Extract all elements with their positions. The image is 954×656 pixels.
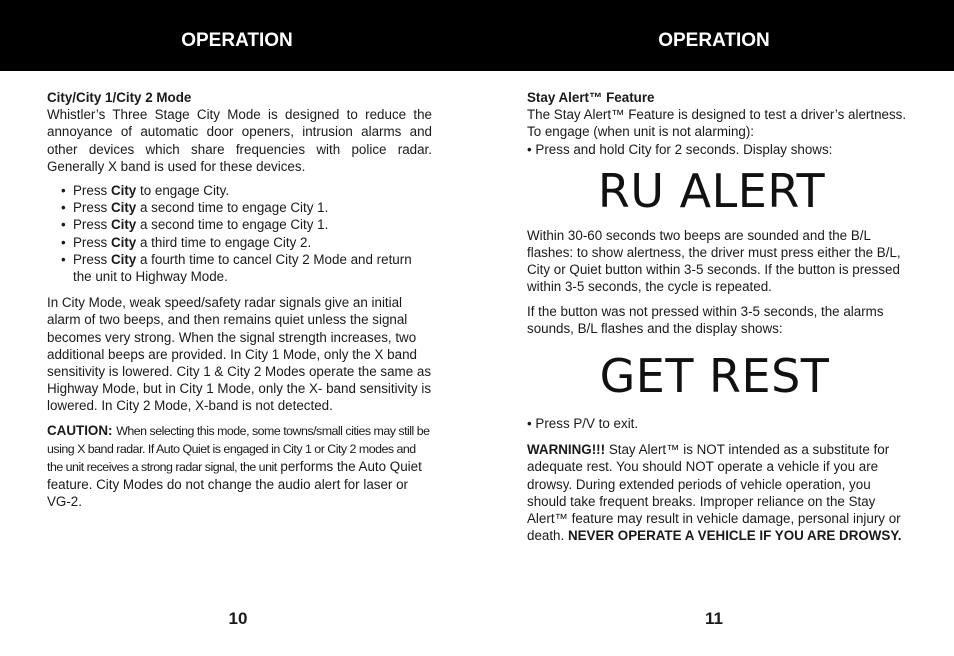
stay-alert-description: Within 30-60 seconds two beeps are sounded and the B/L flashes: to show alertness, the driver must press either the B/L, City or Quiet button within 3-5 seconds. If the button is pressed within 3-5 seconds, the cycle is repeated. [527,227,901,295]
display-get-rest: GET REST [599,349,830,404]
city-mode-steps [61,182,432,285]
left-header-title: OPERATION [181,30,293,51]
page-number-right: 11 [705,609,723,628]
page-number-left: 10 [228,609,248,628]
stay-alert-heading: Stay Alert™ Feature [527,90,655,105]
caution-text: performs the Auto Quiet feature. City Modes do not change the audio alert for laser or VG-2. [47,459,422,510]
caution-note [47,422,432,511]
stay-alert-failure: If the button was not pressed within 3-5 seconds, the alarms sounds, B/L flashes and the display shows: [527,303,884,336]
list-item: • Press City a fourth time to cancel City 2 Mode and return the unit to Highway Mode. [61,251,432,285]
city-mode-intro: Whistler’s Three Stage City Mode is designed to reduce the annoyance of automatic door openers, intrusion alarms and other devices which share frequencies with police radar. Generally X band is used for these devices. [47,107,432,174]
header-bar [0,0,954,71]
city-mode-heading: City/City 1/City 2 Mode [47,90,192,105]
list-item: • Press City a second time to engage City 1. [61,199,432,216]
city-mode-description: In City Mode, weak speed/safety radar signals give an initial alarm of two beeps, and then remains quiet unless the signal becomes very strong. When the signal strength increases, two additional beeps are provided. In City 1 Mode, only the X band sensitivity is lowered. City 1 & City 2 Modes operate the same as Highway Mode, but in City 1 Mode, only the X- band sensitivity is lowered. In City 2 Mode, X-band is not detected. [47,295,432,414]
warning-note [527,441,912,544]
list-item: • Press City a third time to engage City 2. [61,234,432,251]
right-page-content [527,89,912,544]
right-header-title: OPERATION [658,30,770,51]
list-item: • Press City a second time to engage City 1. [61,216,432,233]
exit-step: • Press P/V to exit. [527,416,639,432]
display-ru-alert: RU ALERT [597,163,826,218]
left-page-content [47,89,432,511]
warning-label: WARNING!!! [527,442,606,458]
warning-text: Stay Alert™ is NOT intended as a substitute for adequate rest. You should NOT operate a vehicle if you are drowsy. During extended periods of vehicle operation, you should take frequent breaks. Improper reliance on the Stay Alert™ feature may result in vehicle damage, personal injury or death. [527,442,901,544]
warning-bold-text: NEVER OPERATE A VEHICLE IF YOU ARE DROWSY. [567,528,902,544]
caution-text-condensed: When selecting this mode, some towns/small cities may still be using X band radar. If Auto Quiet is engaged in City 1 or City 2 modes and the unit receives a strong radar signal, the unit [47,423,430,475]
stay-alert-step: • Press and hold City for 2 seconds. Display shows: [527,141,833,157]
caution-label: CAUTION: [47,422,113,438]
list-item: • Press City to engage City. [61,182,432,199]
stay-alert-intro: The Stay Alert™ Feature is designed to test a driver’s alertness. To engage (when unit is not alarming): [527,107,907,140]
